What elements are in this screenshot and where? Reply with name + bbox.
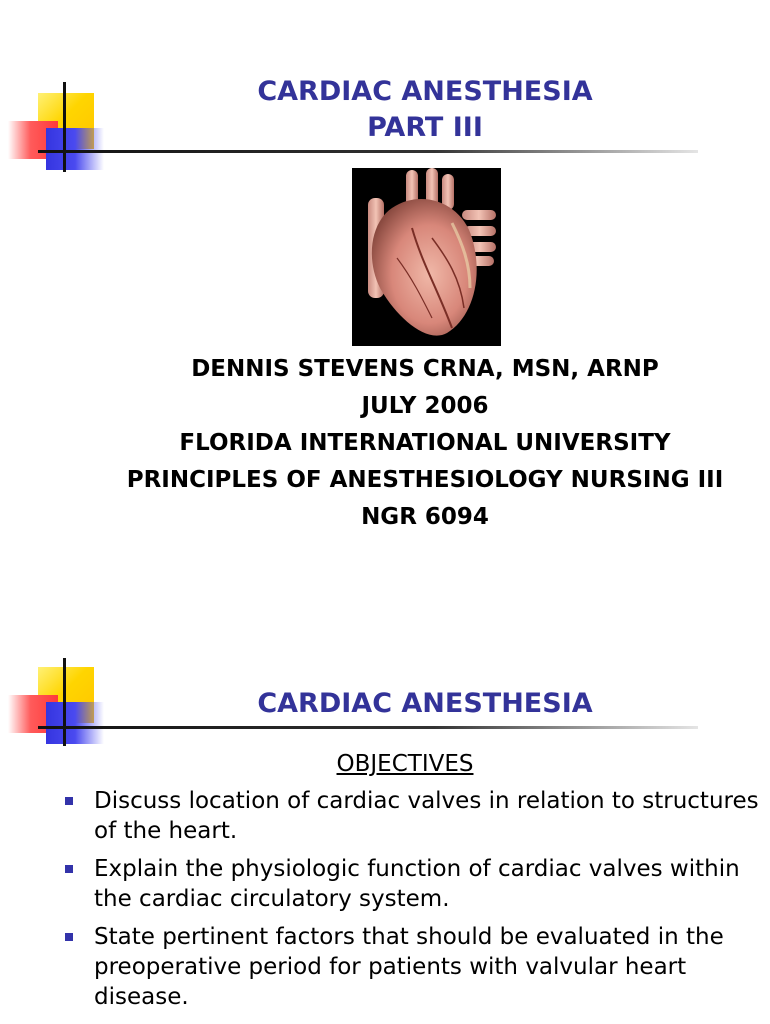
blue-square: [46, 128, 104, 170]
list-item-text: Discuss location of cardiac valves in relation to structures of the heart.: [94, 788, 759, 844]
slide-title: CARDIAC ANESTHESIA: [257, 688, 593, 719]
square-bullet-icon: [65, 797, 73, 805]
presenter-info: [80, 351, 770, 536]
info-course: PRINCIPLES OF ANESTHESIOLOGY NURSING III: [126, 467, 724, 493]
objectives-heading: OBJECTIVES: [336, 751, 474, 777]
slide-title: [170, 74, 680, 146]
info-presenter: DENNIS STEVENS CRNA, MSN, ARNP: [191, 356, 659, 382]
list-item: [62, 854, 762, 914]
square-bullet-icon: [65, 933, 73, 941]
list-item-text: State pertinent factors that should be evaluated in the preoperative period for patients with valvular heart disease.: [94, 924, 724, 1010]
title-line-2: PART III: [367, 112, 483, 143]
list-item: [62, 922, 762, 1012]
horizontal-rule: [38, 150, 698, 153]
info-course-code: NGR 6094: [361, 504, 489, 530]
objectives-list: [62, 786, 762, 1020]
list-item: [62, 786, 762, 846]
list-item-text: Explain the physiologic function of cardiac valves within the cardiac circulatory system.: [94, 856, 740, 912]
vertical-rule: [63, 658, 66, 746]
heart-image: [352, 168, 501, 346]
square-bullet-icon: [65, 865, 73, 873]
info-date: JULY 2006: [361, 393, 489, 419]
vertical-rule: [63, 82, 66, 172]
info-university: FLORIDA INTERNATIONAL UNIVERSITY: [179, 430, 671, 456]
title-line-1: CARDIAC ANESTHESIA: [257, 76, 593, 107]
blue-square: [46, 702, 104, 744]
heart-icon: [352, 168, 501, 346]
horizontal-rule: [38, 726, 698, 729]
